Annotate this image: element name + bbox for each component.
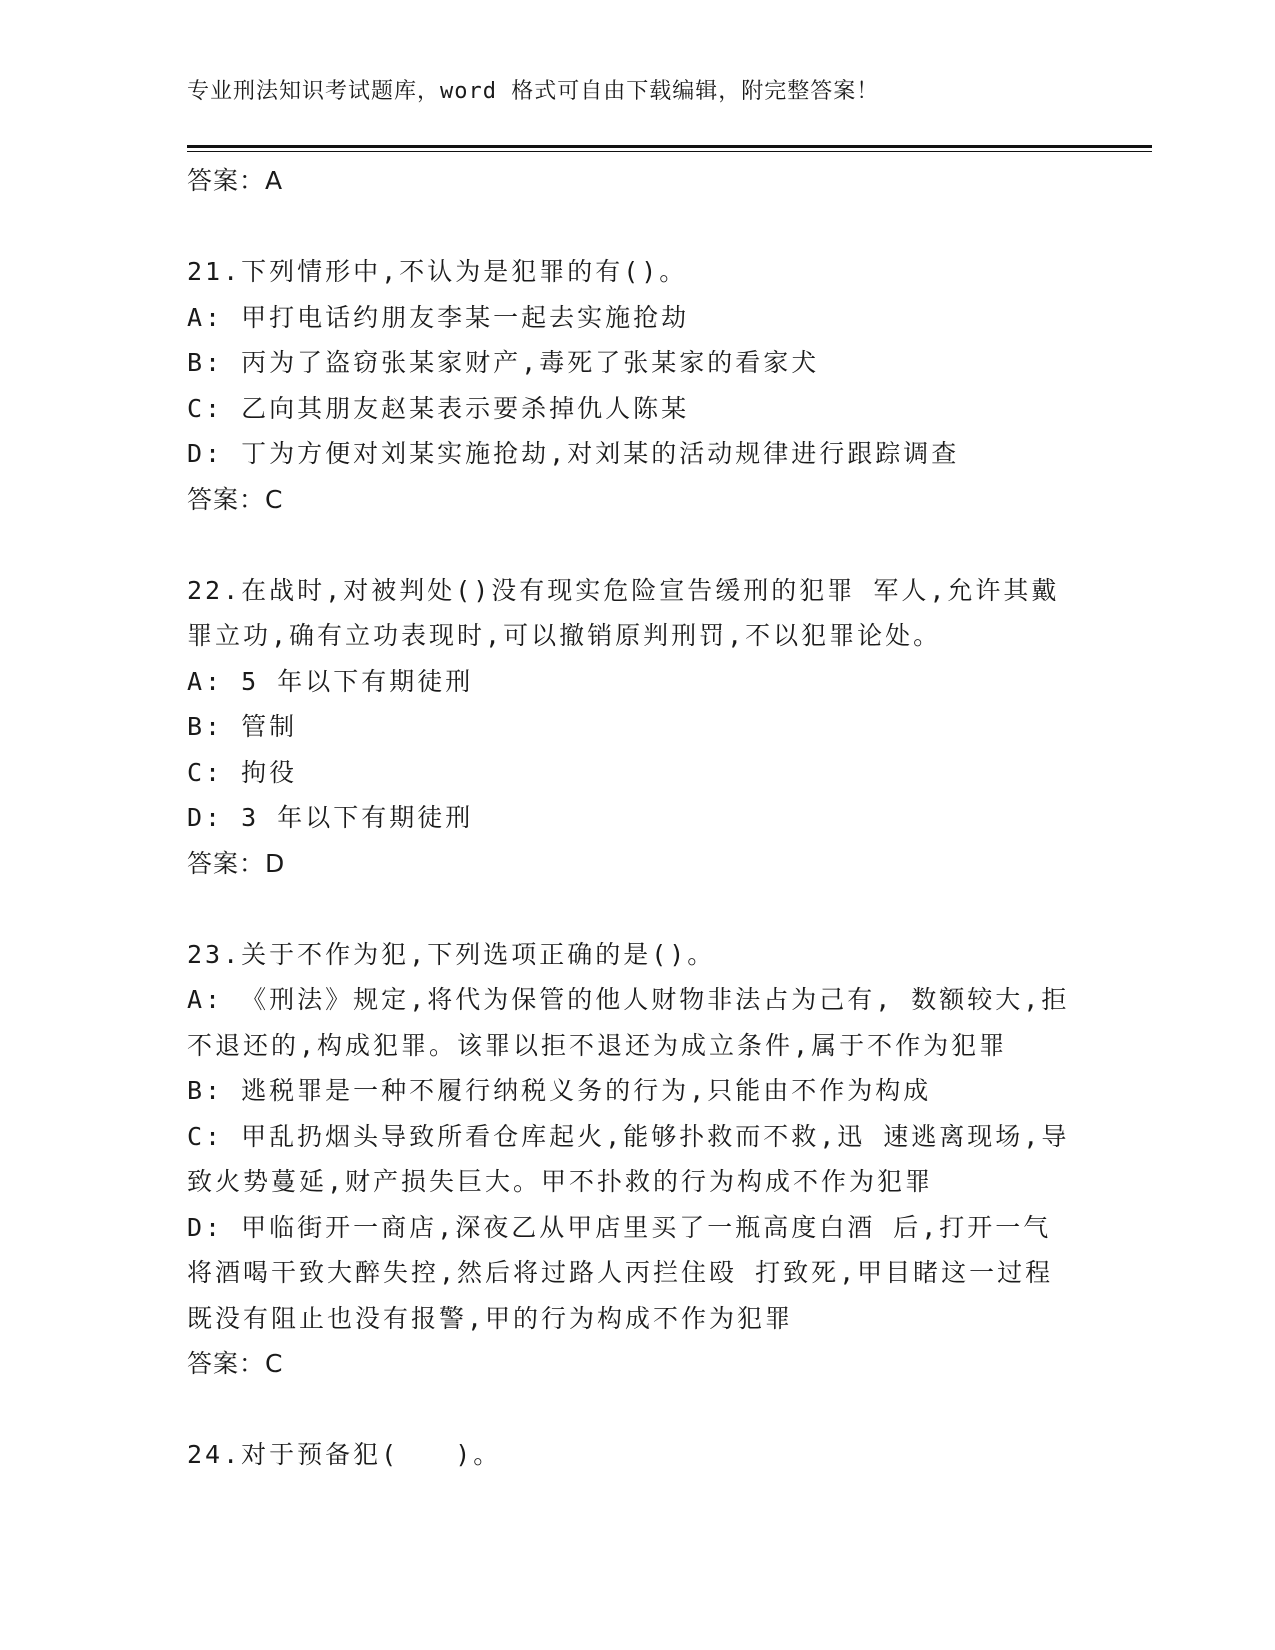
answer-line: 答案：C [187,1349,284,1378]
text-line: 罪立功,确有立功表现时,可以撤销原判刑罚,不以犯罪论处。 [187,621,942,650]
text-line: 既没有阻止也没有报警,甲的行为构成不作为犯罪 [187,1303,794,1333]
text-line: C: 乙向其朋友赵某表示要杀掉仇人陈某 [187,393,690,423]
text-line: 21.下列情形中,不认为是犯罪的有()。 [187,257,688,286]
text-line: C: 拘役 [187,757,298,787]
text-line: 22.在战时,对被判处()没有现实危险宣告缓刑的犯罪 军人,允许其戴 [187,575,1060,605]
spacer [187,1387,1087,1433]
text-line: 将酒喝干致大醉失控,然后将过路人丙拦住殴 打致死,甲目睹这一过程 [187,1258,1054,1287]
answer-line: 答案：C [187,484,284,514]
answer-line: 答案：A [187,166,284,195]
text-line: B: 管制 [187,712,298,741]
text-line: B: 逃税罪是一种不履行纳税义务的行为,只能由不作为构成 [187,1076,932,1105]
text-line: C: 甲乱扔烟头导致所看仓库起火,能够扑救而不救,迅 速逃离现场,导 [187,1121,1070,1151]
text-line: 致火势蔓延,财产损失巨大。甲不扑救的行为构成不作为犯罪 [187,1167,934,1196]
text-line: 不退还的,构成犯罪。该罪以拒不退还为成立条件,属于不作为犯罪 [187,1030,1008,1060]
header-rule-thick [187,145,1152,148]
question-content [187,158,1087,1478]
text-line: B: 丙为了盗窃张某家财产,毒死了张某家的看家犬 [187,348,820,377]
text-line: A: 5 年以下有期徒刑 [187,666,474,696]
spacer [187,204,1087,250]
spacer [187,886,1087,932]
text-line: D: 甲临街开一商店,深夜乙从甲店里买了一瓶高度白酒 后,打开一气 [187,1212,1052,1242]
text-line: D: 丁为方便对刘某实施抢劫,对刘某的活动规律进行跟踪调查 [187,439,960,468]
answer-line: 答案：D [187,848,286,878]
text-line: 24.对于预备犯( )。 [187,1440,502,1469]
header-rule-thin [187,151,1152,152]
page-header: 专业刑法知识考试题库，word 格式可自由下载编辑，附完整答案！ [187,79,880,104]
text-line: A: 甲打电话约朋友李某一起去实施抢劫 [187,302,690,332]
text-line: 23.关于不作为犯,下列选项正确的是()。 [187,939,716,969]
spacer [187,522,1087,568]
text-line: A: 《刑法》规定,将代为保管的他人财物非法占为己有, 数额较大,拒 [187,985,1070,1014]
text-line: D: 3 年以下有期徒刑 [187,803,474,832]
